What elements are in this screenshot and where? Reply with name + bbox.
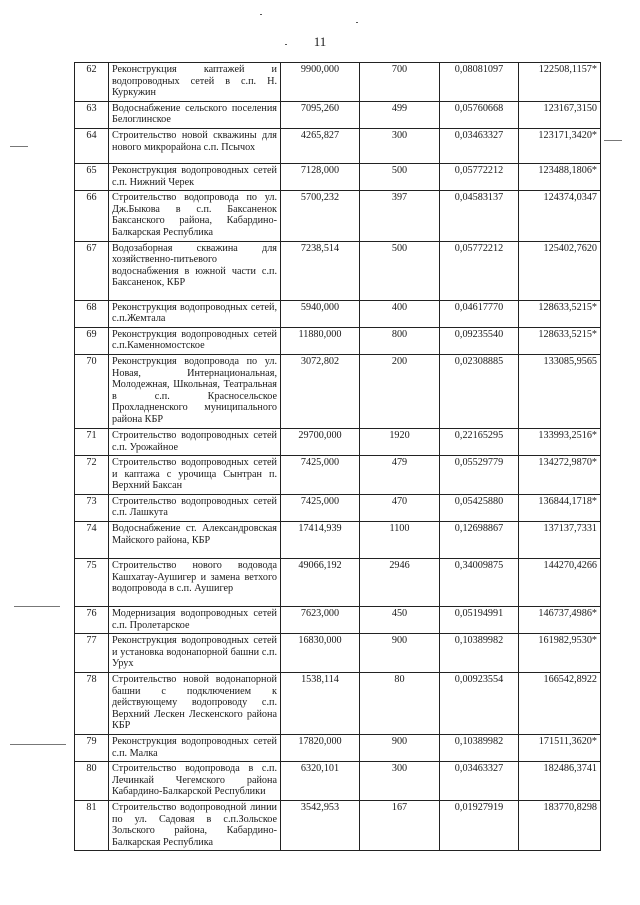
cost-value: 11880,000 bbox=[281, 327, 360, 354]
cost-value: 3542,953 bbox=[281, 800, 360, 850]
table-row bbox=[75, 673, 601, 735]
scan-mark bbox=[604, 140, 622, 141]
cumulative-value: 128633,5215* bbox=[519, 300, 601, 327]
table-row bbox=[75, 300, 601, 327]
length-value: 470 bbox=[360, 494, 440, 521]
object-name: Водоснабжение ст. Александровская Майского района, КБР bbox=[109, 522, 281, 559]
cumulative-value: 171511,3620* bbox=[519, 735, 601, 762]
coefficient-value: 0,34009875 bbox=[440, 559, 519, 607]
length-value: 800 bbox=[360, 327, 440, 354]
coefficient-value: 0,05194991 bbox=[440, 607, 519, 634]
scan-speck bbox=[260, 14, 262, 15]
length-value: 300 bbox=[360, 762, 440, 801]
coefficient-value: 0,03463327 bbox=[440, 762, 519, 801]
object-name: Строительство водопроводных сетей с.п. Лашкута bbox=[109, 494, 281, 521]
cumulative-value: 133993,2516* bbox=[519, 428, 601, 455]
object-name: Реконструкция водопроводных сетей, с.п.Жемтала bbox=[109, 300, 281, 327]
length-value: 300 bbox=[360, 128, 440, 163]
object-name: Строительство нового водовода Кашхатау-Аушигер и замена ветхого водопровода в с.п. Аушигер bbox=[109, 559, 281, 607]
coefficient-value: 0,00923554 bbox=[440, 673, 519, 735]
cumulative-value: 161982,9530* bbox=[519, 634, 601, 673]
table-row bbox=[75, 191, 601, 241]
length-value: 900 bbox=[360, 735, 440, 762]
cost-value: 7425,000 bbox=[281, 456, 360, 495]
coefficient-value: 0,05425880 bbox=[440, 494, 519, 521]
object-name: Строительство водопровода по ул. Дж.Быкова в с.п. Баксаненок Баксанского района, Кабардино-Балкарская Республика bbox=[109, 191, 281, 241]
length-value: 397 bbox=[360, 191, 440, 241]
cost-value: 17414,939 bbox=[281, 522, 360, 559]
table-row bbox=[75, 559, 601, 607]
object-name: Строительство водопроводных сетей и каптажа с урочища Сынтран п. Верхний Баксан bbox=[109, 456, 281, 495]
object-name: Строительство водопроводной линии по ул. Садовая в с.п.Зольское Зольского района, Кабардино-Балкарская Республика bbox=[109, 800, 281, 850]
cost-value: 9900,000 bbox=[281, 63, 360, 102]
row-number: 76 bbox=[75, 607, 109, 634]
cumulative-value: 124374,0347 bbox=[519, 191, 601, 241]
coefficient-value: 0,01927919 bbox=[440, 800, 519, 850]
table-row bbox=[75, 354, 601, 428]
cumulative-value: 133085,9565 bbox=[519, 354, 601, 428]
coefficient-value: 0,04617770 bbox=[440, 300, 519, 327]
row-number: 66 bbox=[75, 191, 109, 241]
coefficient-value: 0,10389982 bbox=[440, 634, 519, 673]
row-number: 77 bbox=[75, 634, 109, 673]
object-name: Строительство водопровода в с.п. Лечинкай Чегемского района Кабардино-Балкарской Республики bbox=[109, 762, 281, 801]
coefficient-value: 0,12698867 bbox=[440, 522, 519, 559]
row-number: 74 bbox=[75, 522, 109, 559]
row-number: 70 bbox=[75, 354, 109, 428]
length-value: 479 bbox=[360, 456, 440, 495]
row-number: 80 bbox=[75, 762, 109, 801]
length-value: 1920 bbox=[360, 428, 440, 455]
table-row bbox=[75, 735, 601, 762]
cost-value: 29700,000 bbox=[281, 428, 360, 455]
length-value: 450 bbox=[360, 607, 440, 634]
row-number: 79 bbox=[75, 735, 109, 762]
cost-value: 49066,192 bbox=[281, 559, 360, 607]
cumulative-value: 182486,3741 bbox=[519, 762, 601, 801]
cumulative-value: 134272,9870* bbox=[519, 456, 601, 495]
table-row bbox=[75, 522, 601, 559]
table-row bbox=[75, 634, 601, 673]
cumulative-value: 144270,4266 bbox=[519, 559, 601, 607]
length-value: 167 bbox=[360, 800, 440, 850]
row-number: 71 bbox=[75, 428, 109, 455]
coefficient-value: 0,10389982 bbox=[440, 735, 519, 762]
length-value: 500 bbox=[360, 241, 440, 300]
table-row bbox=[75, 800, 601, 850]
row-number: 67 bbox=[75, 241, 109, 300]
row-number: 81 bbox=[75, 800, 109, 850]
scan-mark bbox=[10, 744, 66, 745]
length-value: 400 bbox=[360, 300, 440, 327]
cumulative-value: 166542,8922 bbox=[519, 673, 601, 735]
cost-value: 1538,114 bbox=[281, 673, 360, 735]
coefficient-value: 0,22165295 bbox=[440, 428, 519, 455]
row-number: 65 bbox=[75, 163, 109, 190]
table-row bbox=[75, 456, 601, 495]
coefficient-value: 0,03463327 bbox=[440, 128, 519, 163]
table-row bbox=[75, 607, 601, 634]
row-number: 75 bbox=[75, 559, 109, 607]
object-name: Строительство новой водонапорной башни с подключением к действующему водопроводу с.п. Верхний Лескен Лескенского района КБР bbox=[109, 673, 281, 735]
object-name: Реконструкция водопроводных сетей с.п. Малка bbox=[109, 735, 281, 762]
object-name: Строительство водопроводных сетей с.п. Урожайное bbox=[109, 428, 281, 455]
cumulative-value: 128633,5215* bbox=[519, 327, 601, 354]
coefficient-value: 0,05772212 bbox=[440, 163, 519, 190]
cumulative-value: 123171,3420* bbox=[519, 128, 601, 163]
object-name: Модернизация водопроводных сетей с.п. Пролетарское bbox=[109, 607, 281, 634]
scan-mark bbox=[14, 606, 60, 607]
cumulative-value: 146737,4986* bbox=[519, 607, 601, 634]
length-value: 2946 bbox=[360, 559, 440, 607]
length-value: 1100 bbox=[360, 522, 440, 559]
row-number: 63 bbox=[75, 101, 109, 128]
cumulative-value: 123488,1806* bbox=[519, 163, 601, 190]
cost-value: 7128,000 bbox=[281, 163, 360, 190]
table-row bbox=[75, 128, 601, 163]
cumulative-value: 122508,1157* bbox=[519, 63, 601, 102]
cost-value: 4265,827 bbox=[281, 128, 360, 163]
coefficient-value: 0,05529779 bbox=[440, 456, 519, 495]
scan-mark bbox=[10, 146, 28, 147]
cumulative-value: 123167,3150 bbox=[519, 101, 601, 128]
cost-value: 7623,000 bbox=[281, 607, 360, 634]
row-number: 73 bbox=[75, 494, 109, 521]
length-value: 500 bbox=[360, 163, 440, 190]
table-row bbox=[75, 494, 601, 521]
coefficient-value: 0,04583137 bbox=[440, 191, 519, 241]
object-name: Водозаборная скважина для хозяйственно-питьевого водоснабжения в южной части с.п. Баксаненок, КБР bbox=[109, 241, 281, 300]
object-name: Строительство новой скважины для нового микрорайона с.п. Псычох bbox=[109, 128, 281, 163]
length-value: 700 bbox=[360, 63, 440, 102]
table-row bbox=[75, 63, 601, 102]
scan-speck bbox=[285, 44, 287, 45]
row-number: 64 bbox=[75, 128, 109, 163]
coefficient-value: 0,08081097 bbox=[440, 63, 519, 102]
cost-value: 3072,802 bbox=[281, 354, 360, 428]
coefficient-value: 0,05772212 bbox=[440, 241, 519, 300]
table-row bbox=[75, 101, 601, 128]
row-number: 69 bbox=[75, 327, 109, 354]
row-number: 72 bbox=[75, 456, 109, 495]
cumulative-value: 137137,7331 bbox=[519, 522, 601, 559]
object-name: Реконструкция водопроводных сетей и установка водонапорной башни с.п. Урух bbox=[109, 634, 281, 673]
table-body bbox=[75, 63, 601, 851]
table-row bbox=[75, 428, 601, 455]
table-row bbox=[75, 327, 601, 354]
cumulative-value: 183770,8298 bbox=[519, 800, 601, 850]
cost-value: 7238,514 bbox=[281, 241, 360, 300]
object-name: Реконструкция водопроводных сетей с.п. Нижний Черек bbox=[109, 163, 281, 190]
objects-table bbox=[74, 62, 601, 851]
coefficient-value: 0,02308885 bbox=[440, 354, 519, 428]
length-value: 499 bbox=[360, 101, 440, 128]
coefficient-value: 0,05760668 bbox=[440, 101, 519, 128]
length-value: 900 bbox=[360, 634, 440, 673]
object-name: Реконструкция водопровода по ул. Новая, Интернациональная, Молодежная, Школьная, Театральная в с.п. Красносельское Прохладненского муниципального района КБР bbox=[109, 354, 281, 428]
cost-value: 7095,260 bbox=[281, 101, 360, 128]
scan-speck bbox=[356, 22, 358, 23]
page-number: 11 bbox=[313, 34, 327, 49]
length-value: 200 bbox=[360, 354, 440, 428]
object-name: Водоснабжение сельского поселения Белоглинское bbox=[109, 101, 281, 128]
cost-value: 6320,101 bbox=[281, 762, 360, 801]
object-name: Реконструкция водопроводных сетей с.п.Каменномостское bbox=[109, 327, 281, 354]
cost-value: 17820,000 bbox=[281, 735, 360, 762]
row-number: 68 bbox=[75, 300, 109, 327]
cost-value: 7425,000 bbox=[281, 494, 360, 521]
table-row bbox=[75, 163, 601, 190]
table-row bbox=[75, 762, 601, 801]
cumulative-value: 125402,7620 bbox=[519, 241, 601, 300]
cost-value: 5700,232 bbox=[281, 191, 360, 241]
row-number: 62 bbox=[75, 63, 109, 102]
table-row bbox=[75, 241, 601, 300]
row-number: 78 bbox=[75, 673, 109, 735]
length-value: 80 bbox=[360, 673, 440, 735]
cost-value: 5940,000 bbox=[281, 300, 360, 327]
cumulative-value: 136844,1718* bbox=[519, 494, 601, 521]
object-name: Реконструкция каптажей и водопроводных сетей в с.п. Н. Куркужин bbox=[109, 63, 281, 102]
coefficient-value: 0,09235540 bbox=[440, 327, 519, 354]
cost-value: 16830,000 bbox=[281, 634, 360, 673]
